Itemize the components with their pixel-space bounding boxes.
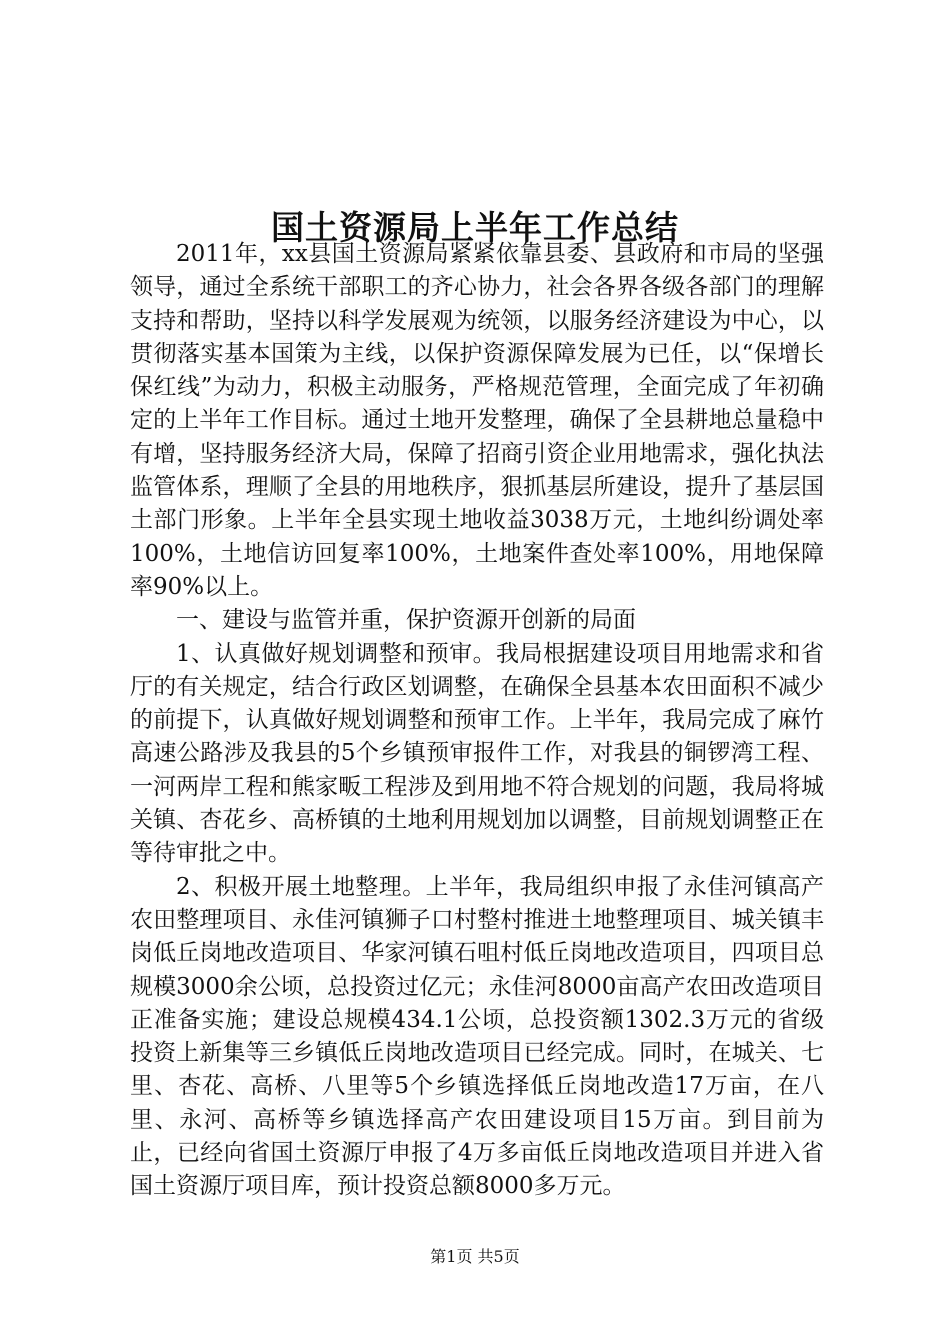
paragraph-intro: 2011年，xx县国土资源局紧紧依靠县委、县政府和市局的坚强领导，通过全系统干部职工的齐心协力，社会各界各级各部门的理解支持和帮助，坚持以科学发展观为统领，以服务经济建设为中心，以贯彻落实基本国策为主线，以保护资源保障发展为已任，以“保增长保红线”为动力，积极主动服务，严格规范管理，全面完成了年初确定的上半年工作目标。通过土地开发整理，确保了全县耕地总量稳中有增，坚持服务经济大局，保障了招商引资企业用地需求，强化执法监管体系，理顺了全县的用地秩序，狠抓基层所建设，提升了基层国土部门形象。上半年全县实现土地收益3038万元，土地纠纷调处率100%，土地信访回复率100%，土地案件查处率100%，用地保障率90%以上。 bbox=[130, 241, 824, 600]
paragraph-land-consolidation: 2、积极开展土地整理。上半年，我局组织申报了永佳河镇高产农田整理项目、永佳河镇狮子口村整村推进土地整理项目、城关镇丰岗低丘岗地改造项目、华家河镇石咀村低丘岗地改造项目，四项目总规模3000余公顷，总投资过亿元；永佳河8000亩高产农田改造项目正准备实施；建设总规模434.1公顷，总投资额1302.3万元的省级投资上新集等三乡镇低丘岗地改造项目已经完成。同时，在城关、七里、杏花、高桥、八里等5个乡镇选择低丘岗地改造17万亩，在八里、永河、高桥等乡镇选择高产农田建设项目15万亩。到目前为止，已经向省国土资源厅申报了4万多亩低丘岗地改造项目并进入省国土资源厅项目库，预计投资总额8000多万元。 bbox=[130, 873, 824, 1200]
section-heading: 一、建设与监管并重，保护资源开创新的局面 bbox=[176, 607, 636, 634]
page-number-footer: 第1页 共5页 bbox=[430, 1247, 520, 1266]
paragraph-planning: 1、认真做好规划调整和预审。我局根据建设项目用地需求和省厅的有关规定，结合行政区划调整，在确保全县基本农田面积不减少的前提下，认真做好规划调整和预审工作。上半年，我局完成了麻竹高速公路涉及我县的5个乡镇预审报件工作，对我县的铜锣湾工程、一河两岸工程和熊家畈工程涉及到用地不符合规划的问题，我局将城关镇、杏花乡、高桥镇的土地利用规划加以调整，目前规划调整正在等待审批之中。 bbox=[130, 640, 824, 867]
document-title: 国土资源局上半年工作总结 bbox=[271, 208, 679, 248]
document-body bbox=[130, 238, 824, 1204]
